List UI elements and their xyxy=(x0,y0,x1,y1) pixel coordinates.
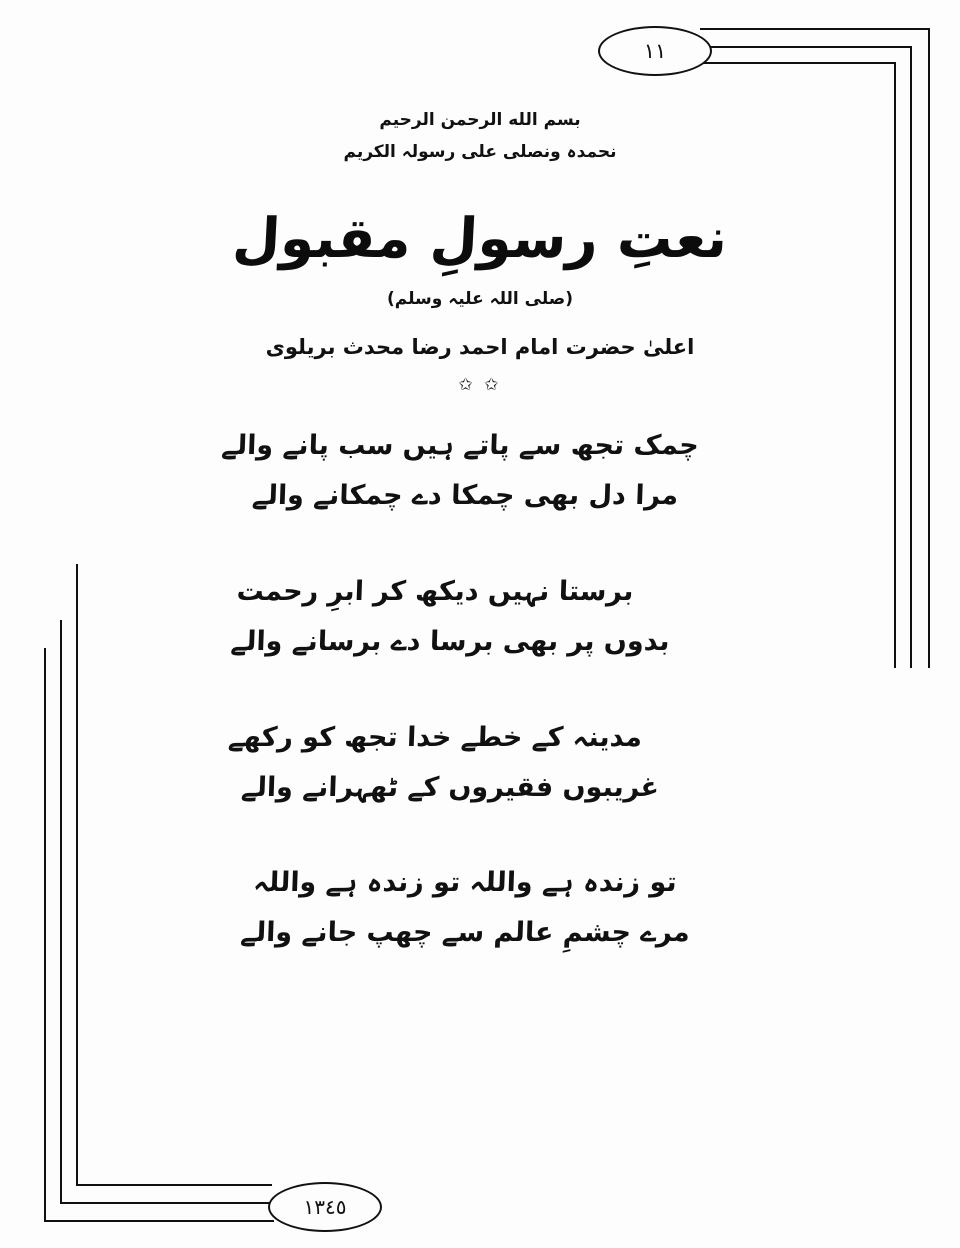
page-number-bottom: ١٣٤٥ xyxy=(268,1182,382,1232)
author-name: اعلیٰ حضرت امام احمد رضا محدث بریلوی xyxy=(265,334,695,359)
ornament-stars: ✩ ✩ xyxy=(458,374,502,395)
verse-line: چمک تجھ سے پاتے ہیں سب پانے والے xyxy=(220,429,700,461)
salutation-text: (صلی اللہ علیہ وسلم) xyxy=(387,288,573,309)
couplet xyxy=(0,421,960,521)
page-title: نعتِ رسولِ مقبول xyxy=(231,205,729,270)
basmala-line-2: نحمدہ ونصلی علی رسولہ الکریم xyxy=(343,142,617,163)
verse-line: تو زندہ ہے واللہ تو زندہ ہے واللہ xyxy=(252,867,678,899)
verse-line: بدوں پر بھی برسا دے برسانے والے xyxy=(229,625,671,657)
couplet xyxy=(0,567,960,667)
couplet xyxy=(0,713,960,813)
basmala-block xyxy=(0,104,960,169)
verse-line: برستا نہیں دیکھ کر ابرِ رحمت xyxy=(236,575,634,607)
poem-body xyxy=(0,421,960,959)
verse-line: مدینہ کے خطے خدا تجھ کو رکھے xyxy=(227,721,643,753)
basmala-line-1: بسم الله الرحمن الرحيم xyxy=(379,110,581,130)
verse-line: غریبوں فقیروں کے ٹھہرانے والے xyxy=(240,771,660,803)
page-number-top: ١١ xyxy=(598,26,712,76)
border-bottom-outer-horizontal xyxy=(44,1220,274,1222)
border-bottom-inner-horizontal xyxy=(76,1184,272,1186)
verse-line: مرے چشمِ عالم سے چھپ جانے والے xyxy=(239,917,691,949)
couplet xyxy=(0,858,960,958)
verse-line: مرا دل بھی چمکا دے چمکانے والے xyxy=(251,479,679,511)
border-bottom-middle-horizontal xyxy=(60,1202,272,1204)
